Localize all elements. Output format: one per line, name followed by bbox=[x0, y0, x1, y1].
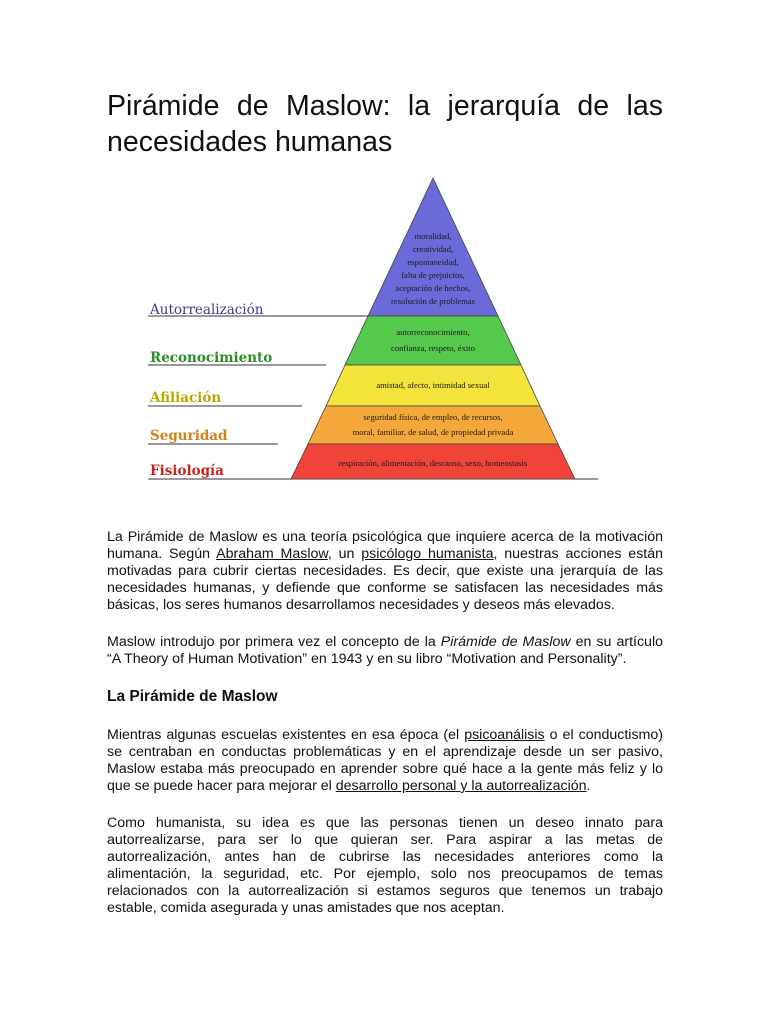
label-autorrealizacion: Autorrealización bbox=[150, 302, 264, 318]
paragraph-intro-text-2: , un bbox=[327, 546, 362, 562]
label-afiliacion: Afiliación bbox=[150, 390, 222, 406]
paragraph-schools-text-1: Mientras algunas escuelas existentes en esa época (el bbox=[107, 727, 465, 743]
section-heading: La Pirámide de Maslow bbox=[107, 688, 278, 705]
autorrealizacion-line-6: resolución de problemas bbox=[390, 296, 476, 306]
autorrealizacion-line-1: moralidad, bbox=[414, 231, 452, 241]
maslow-pyramid-figure bbox=[140, 170, 610, 490]
page-title: Pirámide de Maslow: la jerarquía de las necesidades humanas bbox=[107, 90, 663, 158]
paragraph-intro bbox=[107, 529, 663, 614]
paragraph-history bbox=[107, 634, 663, 668]
reconocimiento-line-1: autorreconocimiento, bbox=[396, 327, 470, 337]
paragraph-intro-text-1: La Pirámide de Maslow es una teoría psicológica que inquiere acerca de la motivación humana. Según bbox=[107, 529, 663, 562]
paragraph-history-text-2: en su artículo “A Theory of Human Motivation” en 1943 y en su libro “Motivation and Personality”. bbox=[107, 634, 663, 667]
autorrealizacion-line-3: espontaneidad, bbox=[407, 257, 459, 267]
autorrealizacion-line-2: creatividad, bbox=[412, 244, 454, 254]
pyramid-svg bbox=[140, 170, 610, 490]
psicologo-humanista-link[interactable]: psicólogo humanista bbox=[361, 546, 494, 562]
label-reconocimiento: Reconocimiento bbox=[150, 350, 273, 366]
paragraph-history-text-1: Maslow introdujo por primera vez el concepto de la bbox=[107, 634, 441, 650]
psicoanalisis-link[interactable]: psicoanálisis bbox=[464, 727, 545, 743]
label-fisiologia: Fisiología bbox=[150, 463, 224, 479]
paragraph-intro-text-3: , nuestras acciones están motivadas para cubrir ciertas necesidades. Es decir, que existe una jerarquía de las necesidades humanas, y defiende que conforme se satisfacen las necesidades más básicas, los seres humanos desarrollamos necesidades y deseos más elevados. bbox=[107, 546, 664, 613]
autorrealizacion-line-4: falta de prejuicios, bbox=[401, 270, 465, 280]
autorrealizacion-line-5: aceptación de hechos, bbox=[395, 283, 471, 293]
abraham-maslow-link[interactable]: Abraham Maslow bbox=[216, 546, 328, 562]
seguridad-line-2: moral, familiar, de salud, de propiedad privada bbox=[352, 427, 514, 437]
paragraph-humanist: Como humanista, su idea es que las personas tienen un deseo innato para autorrealizarse, para ser lo que quieran ser. Para aspirar a las metas de autorrealización, antes han de cubrirse las necesidades anteriores como la alimentación, la seguridad, etc. Por ejemplo, solo nos preocupamos de temas relacionados con la autorrealización si estamos seguros que tenemos un trabajo estable, comida asegurada y unas amistades que nos aceptan. bbox=[107, 815, 663, 916]
paragraph-schools bbox=[107, 727, 663, 795]
label-seguridad: Seguridad bbox=[150, 428, 228, 444]
pyramid-level-reconocimiento bbox=[345, 316, 521, 365]
paragraph-history-italic: Pirámide de Maslow bbox=[440, 634, 571, 650]
seguridad-line-1: seguridad física, de empleo, de recursos, bbox=[363, 412, 503, 422]
paragraph-schools-text-3: . bbox=[586, 778, 591, 794]
desarrollo-personal-link[interactable]: desarrollo personal y la autorrealización bbox=[335, 778, 587, 794]
paragraph-schools-text-2: o el conductismo) se centraban en conductas problemáticas y en el aprendizaje desde un ser pasivo, Maslow estaba más preocupado en aprender sobre qué hace a la gente más feliz y lo que se puede hacer para mejorar el bbox=[107, 727, 663, 794]
fisiologia-line-1: respiración, alimentación, descanso, sexo, homeostasis bbox=[338, 458, 528, 468]
reconocimiento-line-2: confianza, respeto, éxito bbox=[391, 343, 475, 353]
afiliacion-line-1: amistad, afecto, intimidad sexual bbox=[376, 380, 490, 390]
